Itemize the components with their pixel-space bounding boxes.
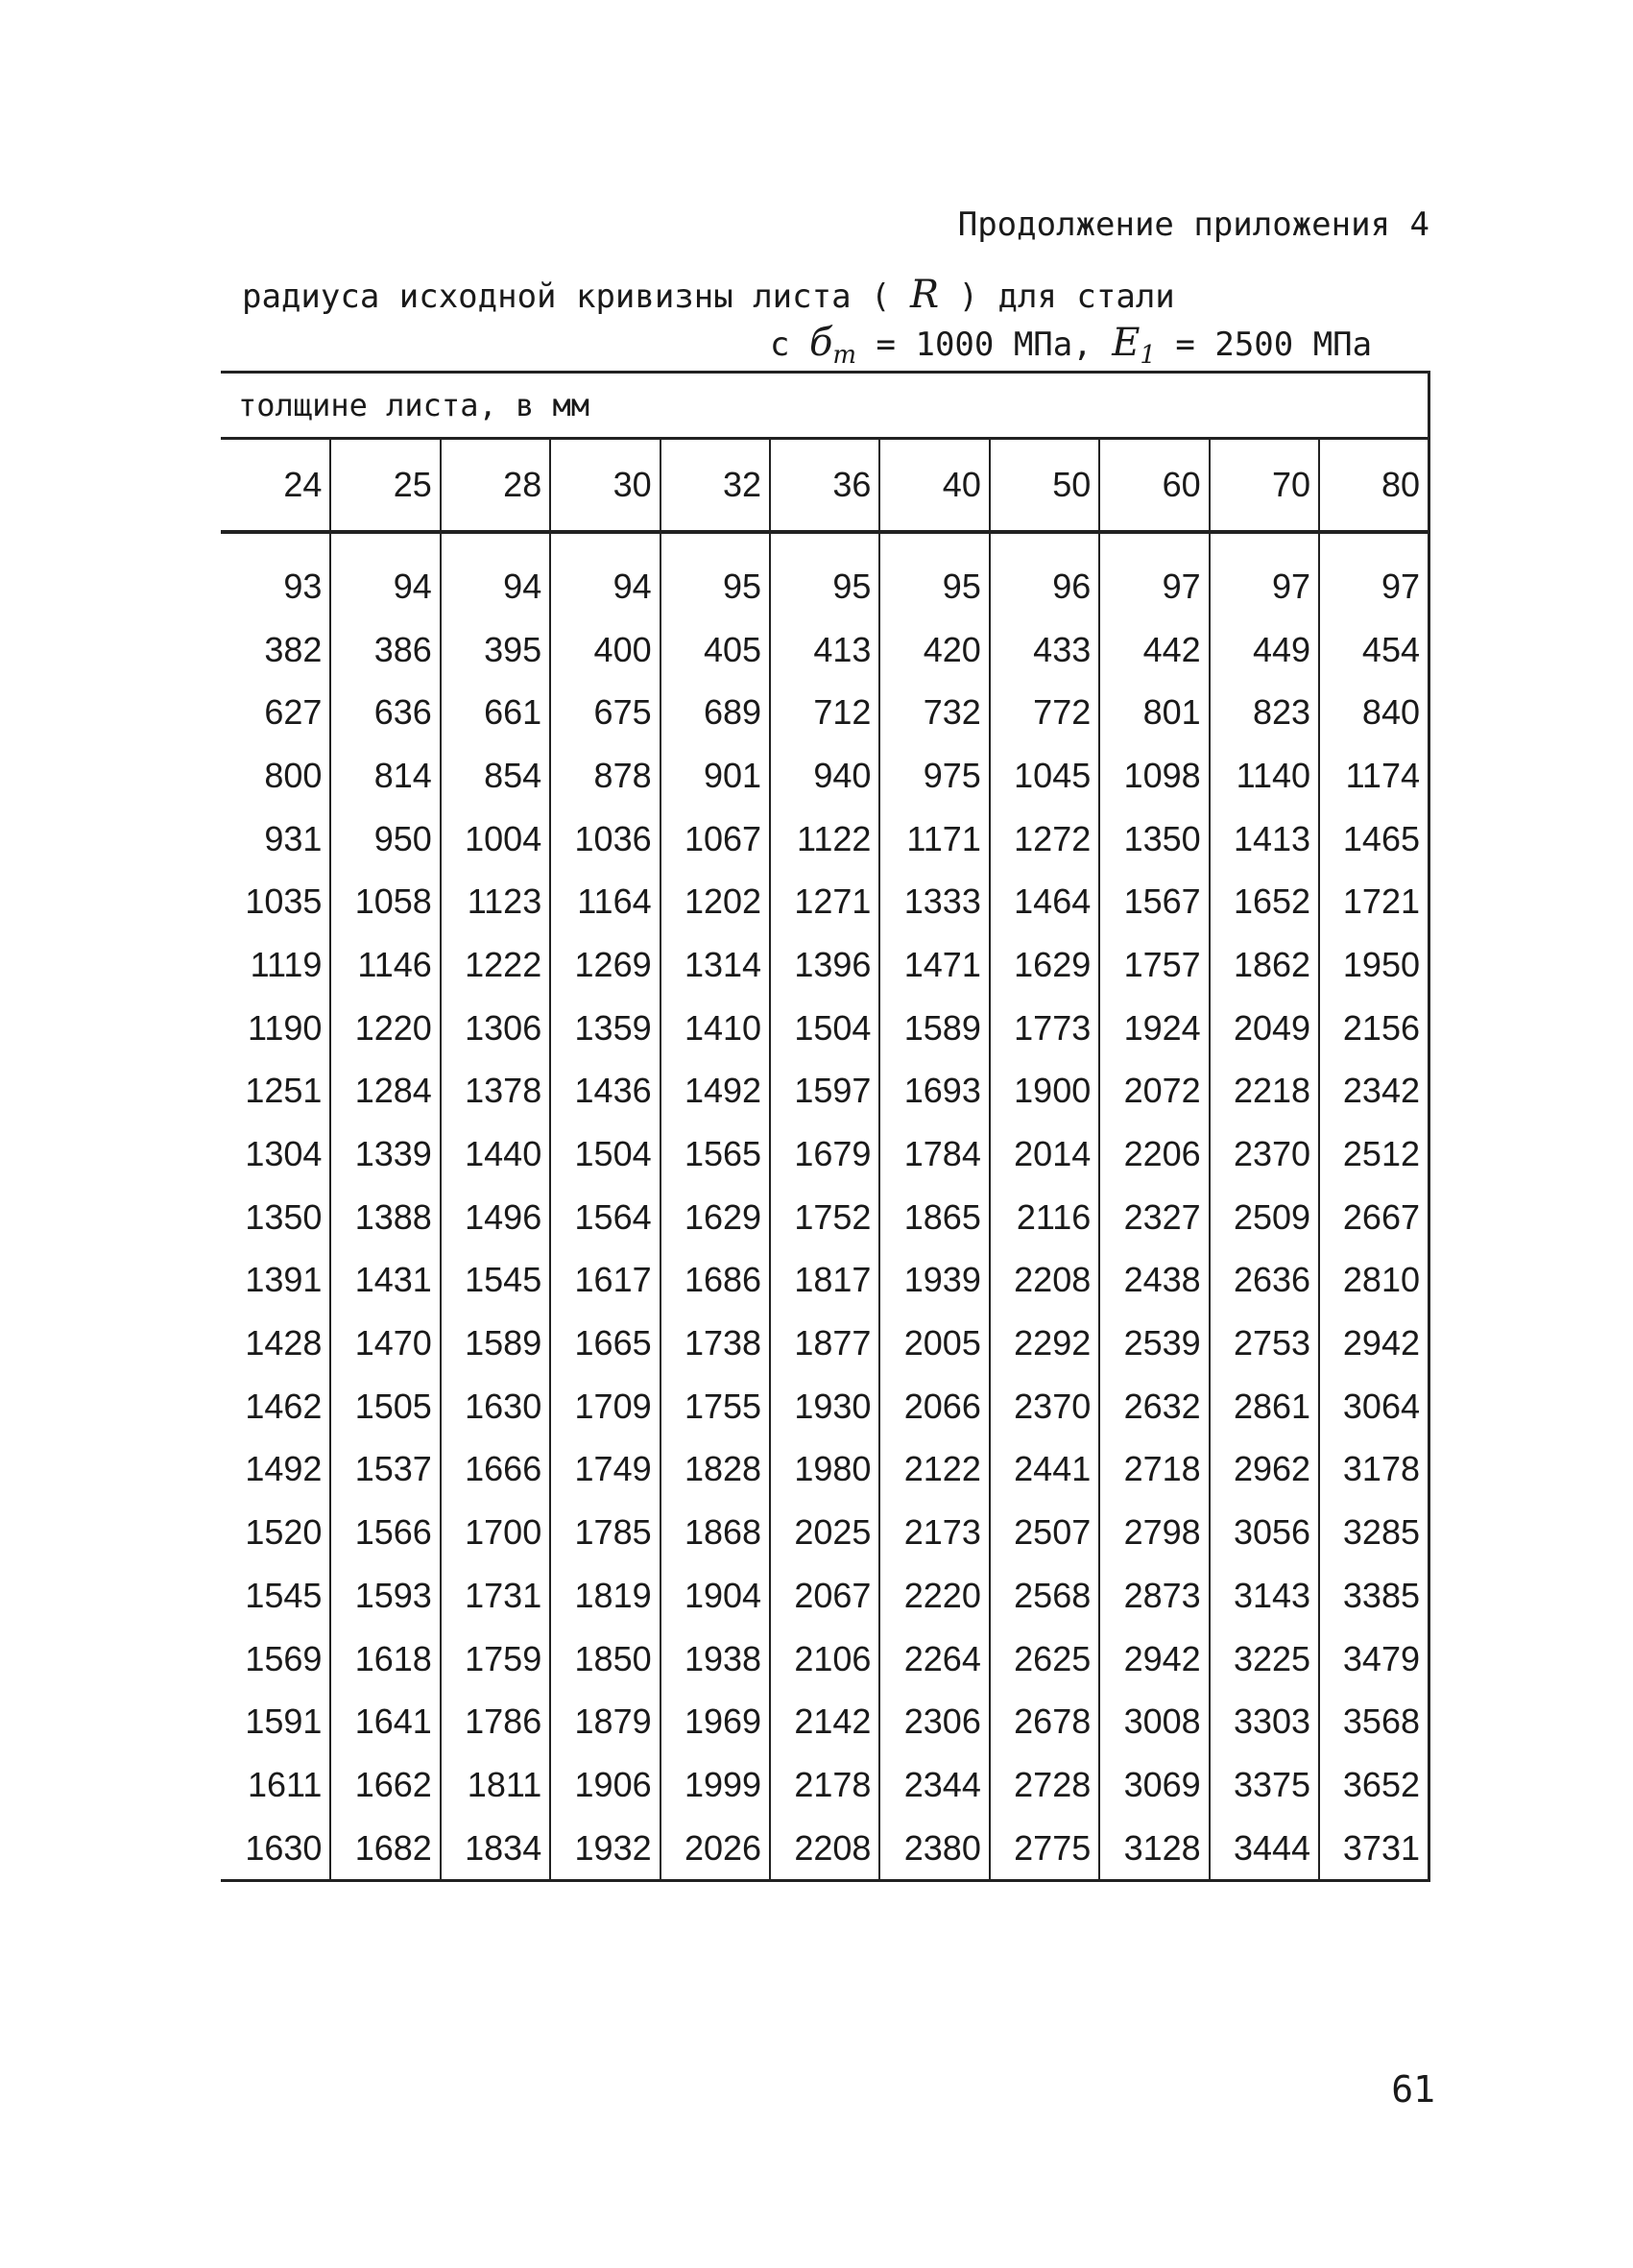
table-cell: 1980 <box>770 1438 879 1502</box>
table-cell: 2438 <box>1099 1249 1209 1313</box>
table-cell: 1396 <box>770 933 879 997</box>
table-cell: 2066 <box>879 1375 989 1438</box>
table-row <box>221 1438 1429 1502</box>
table-cell: 95 <box>770 555 879 618</box>
table-cell: 1597 <box>770 1060 879 1123</box>
table-row <box>221 1375 1429 1438</box>
table-cell: 395 <box>441 618 550 682</box>
spacer-cell <box>660 532 770 555</box>
table-cell: 97 <box>1099 555 1209 618</box>
table-cell: 1058 <box>330 870 440 933</box>
table-cell: 2116 <box>990 1186 1099 1249</box>
column-header: 32 <box>660 439 770 533</box>
table-cell: 2380 <box>879 1817 989 1881</box>
table-cell: 1686 <box>660 1249 770 1313</box>
table-cell: 1569 <box>221 1628 330 1691</box>
table-cell: 1591 <box>221 1690 330 1753</box>
table-cell: 878 <box>550 744 660 808</box>
table-cell: 3064 <box>1319 1375 1429 1438</box>
table-cell: 732 <box>879 681 989 744</box>
table-row <box>221 1186 1429 1249</box>
table-cell: 772 <box>990 681 1099 744</box>
spacer-cell <box>441 532 550 555</box>
table-cell: 1939 <box>879 1249 989 1313</box>
table-cell: 94 <box>550 555 660 618</box>
table-cell: 2775 <box>990 1817 1099 1881</box>
column-header: 30 <box>550 439 660 533</box>
caption2-prefix: с <box>770 326 790 364</box>
table-caption-line-2 <box>770 321 1372 370</box>
table-cell: 1930 <box>770 1375 879 1438</box>
table-cell: 636 <box>330 681 440 744</box>
table-row <box>221 1501 1429 1564</box>
table-cell: 2206 <box>1099 1122 1209 1186</box>
table-cell: 2327 <box>1099 1186 1209 1249</box>
table-cell: 2342 <box>1319 1060 1429 1123</box>
table-cell: 1641 <box>330 1690 440 1753</box>
table-cell: 1164 <box>550 870 660 933</box>
table-cell: 2636 <box>1210 1249 1319 1313</box>
table-cell: 3285 <box>1319 1501 1429 1564</box>
table-row <box>221 1817 1429 1881</box>
table-cell: 940 <box>770 744 879 808</box>
table-cell: 1682 <box>330 1817 440 1881</box>
table-cell: 1757 <box>1099 933 1209 997</box>
table-cell: 1950 <box>1319 933 1429 997</box>
table-cell: 2441 <box>990 1438 1099 1502</box>
table-cell: 3225 <box>1210 1628 1319 1691</box>
table-cell: 1470 <box>330 1312 440 1375</box>
table-cell: 449 <box>1210 618 1319 682</box>
table-cell: 2942 <box>1099 1628 1209 1691</box>
table-cell: 1492 <box>660 1060 770 1123</box>
column-header: 24 <box>221 439 330 533</box>
table-cell: 1709 <box>550 1375 660 1438</box>
table-cell: 2026 <box>660 1817 770 1881</box>
table-cell: 854 <box>441 744 550 808</box>
table-cell: 1140 <box>1210 744 1319 808</box>
column-header: 36 <box>770 439 879 533</box>
table-cell: 1906 <box>550 1753 660 1817</box>
table-cell: 1862 <box>1210 933 1319 997</box>
caption-prefix: радиуса исходной кривизны листа ( <box>242 277 891 316</box>
table-cell: 2264 <box>879 1628 989 1691</box>
column-header: 25 <box>330 439 440 533</box>
table-cell: 2539 <box>1099 1312 1209 1375</box>
table-cell: 93 <box>221 555 330 618</box>
table-cell: 814 <box>330 744 440 808</box>
table-cell: 1938 <box>660 1628 770 1691</box>
table-cell: 1004 <box>441 808 550 871</box>
table-cell: 405 <box>660 618 770 682</box>
table-cell: 1693 <box>879 1060 989 1123</box>
table-cell: 454 <box>1319 618 1429 682</box>
table-cell: 1222 <box>441 933 550 997</box>
table-cell: 801 <box>1099 681 1209 744</box>
table-cell: 1900 <box>990 1060 1099 1123</box>
table-cell: 2667 <box>1319 1186 1429 1249</box>
table-cell: 712 <box>770 681 879 744</box>
column-header: 70 <box>1210 439 1319 533</box>
table-cell: 1410 <box>660 997 770 1060</box>
table-cell: 1428 <box>221 1312 330 1375</box>
table-cell: 1850 <box>550 1628 660 1691</box>
table-cell: 1618 <box>330 1628 440 1691</box>
column-header: 50 <box>990 439 1099 533</box>
table-row <box>221 618 1429 682</box>
table-cell: 1593 <box>330 1564 440 1628</box>
table-cell: 1146 <box>330 933 440 997</box>
table-cell: 1589 <box>879 997 989 1060</box>
table-row <box>221 555 1429 618</box>
table-cell: 1999 <box>660 1753 770 1817</box>
table-cell: 3652 <box>1319 1753 1429 1817</box>
table-cell: 1350 <box>1099 808 1209 871</box>
table-cell: 386 <box>330 618 440 682</box>
table-cell: 1462 <box>221 1375 330 1438</box>
table-cell: 1067 <box>660 808 770 871</box>
table-cell: 95 <box>660 555 770 618</box>
table-cell: 3479 <box>1319 1628 1429 1691</box>
table-cell: 1700 <box>441 1501 550 1564</box>
table-cell: 2025 <box>770 1501 879 1564</box>
table-cell: 1378 <box>441 1060 550 1123</box>
table-cell: 1652 <box>1210 870 1319 933</box>
table-cell: 1924 <box>1099 997 1209 1060</box>
table-cell: 2507 <box>990 1501 1099 1564</box>
table-cell: 800 <box>221 744 330 808</box>
table-cell: 2718 <box>1099 1438 1209 1502</box>
table-cell: 1271 <box>770 870 879 933</box>
table-cell: 1123 <box>441 870 550 933</box>
table-cell: 1828 <box>660 1438 770 1502</box>
table-cell: 3178 <box>1319 1438 1429 1502</box>
table-caption-line-1 <box>242 273 1175 317</box>
table-cell: 1564 <box>550 1186 660 1249</box>
table-row <box>221 1060 1429 1123</box>
table-cell: 2178 <box>770 1753 879 1817</box>
header-spacer-row <box>221 532 1429 555</box>
table-cell: 1119 <box>221 933 330 997</box>
table-cell: 2208 <box>770 1817 879 1881</box>
table-cell: 95 <box>879 555 989 618</box>
table-cell: 2625 <box>990 1628 1099 1691</box>
table-cell: 1359 <box>550 997 660 1060</box>
table-cell: 1504 <box>770 997 879 1060</box>
table-cell: 1879 <box>550 1690 660 1753</box>
table-row <box>221 681 1429 744</box>
table-cell: 1035 <box>221 870 330 933</box>
table-row <box>221 933 1429 997</box>
table-cell: 3303 <box>1210 1690 1319 1753</box>
table-cell: 94 <box>441 555 550 618</box>
table-cell: 661 <box>441 681 550 744</box>
table-cell: 1749 <box>550 1438 660 1502</box>
table-cell: 1272 <box>990 808 1099 871</box>
table-cell: 1284 <box>330 1060 440 1123</box>
table-cell: 2173 <box>879 1501 989 1564</box>
radius-symbol: R <box>910 273 940 317</box>
table-cell: 1738 <box>660 1312 770 1375</box>
table-cell: 1629 <box>990 933 1099 997</box>
column-header: 80 <box>1319 439 1429 533</box>
table-cell: 1566 <box>330 1501 440 1564</box>
table-cell: 1785 <box>550 1501 660 1564</box>
table-cell: 1431 <box>330 1249 440 1313</box>
table-cell: 1932 <box>550 1817 660 1881</box>
table-cell: 96 <box>990 555 1099 618</box>
table-row <box>221 997 1429 1060</box>
table-cell: 627 <box>221 681 330 744</box>
table-cell: 1269 <box>550 933 660 997</box>
table-cell: 2370 <box>990 1375 1099 1438</box>
table-cell: 433 <box>990 618 1099 682</box>
table-cell: 2512 <box>1319 1122 1429 1186</box>
table-cell: 1773 <box>990 997 1099 1060</box>
table-cell: 1505 <box>330 1375 440 1438</box>
table-cell: 3008 <box>1099 1690 1209 1753</box>
table-cell: 1413 <box>1210 808 1319 871</box>
table-cell: 1202 <box>660 870 770 933</box>
table-cell: 1784 <box>879 1122 989 1186</box>
table-cell: 3056 <box>1210 1501 1319 1564</box>
table-cell: 2208 <box>990 1249 1099 1313</box>
table-cell: 840 <box>1319 681 1429 744</box>
column-header: 60 <box>1099 439 1209 533</box>
table-cell: 1865 <box>879 1186 989 1249</box>
spacer-cell <box>221 532 330 555</box>
table-cell: 2873 <box>1099 1564 1209 1628</box>
e-subscript: 1 <box>1140 340 1156 370</box>
table-cell: 901 <box>660 744 770 808</box>
table-cell: 2306 <box>879 1690 989 1753</box>
table-cell: 1877 <box>770 1312 879 1375</box>
table-cell: 1629 <box>660 1186 770 1249</box>
table-cell: 1904 <box>660 1564 770 1628</box>
table-cell: 1786 <box>441 1690 550 1753</box>
table-cell: 2861 <box>1210 1375 1319 1438</box>
table-cell: 1630 <box>221 1817 330 1881</box>
table-cell: 1545 <box>221 1564 330 1628</box>
table-cell: 1492 <box>221 1438 330 1502</box>
table-cell: 1731 <box>441 1564 550 1628</box>
table-cell: 1811 <box>441 1753 550 1817</box>
table-cell: 3568 <box>1319 1690 1429 1753</box>
table-cell: 442 <box>1099 618 1209 682</box>
table-row <box>221 1628 1429 1691</box>
table-cell: 2220 <box>879 1564 989 1628</box>
spacer-cell <box>1099 532 1209 555</box>
table-cell: 1333 <box>879 870 989 933</box>
table-cell: 1834 <box>441 1817 550 1881</box>
spacer-cell <box>770 532 879 555</box>
table-cell: 2072 <box>1099 1060 1209 1123</box>
table-cell: 1098 <box>1099 744 1209 808</box>
table-cell: 3444 <box>1210 1817 1319 1881</box>
spacer-cell <box>330 532 440 555</box>
table-cell: 1036 <box>550 808 660 871</box>
sigma-symbol: б <box>808 321 833 365</box>
table-row <box>221 1312 1429 1375</box>
table-cell: 1436 <box>550 1060 660 1123</box>
caption-suffix: ) для стали <box>958 277 1175 316</box>
table-cell: 97 <box>1210 555 1319 618</box>
table-cell: 1190 <box>221 997 330 1060</box>
table-cell: 3128 <box>1099 1817 1209 1881</box>
table-cell: 1721 <box>1319 870 1429 933</box>
table-cell: 1045 <box>990 744 1099 808</box>
table-cell: 2218 <box>1210 1060 1319 1123</box>
table-cell: 3069 <box>1099 1753 1209 1817</box>
table-row <box>221 744 1429 808</box>
table-cell: 1440 <box>441 1122 550 1186</box>
table-cell: 2292 <box>990 1312 1099 1375</box>
table-cell: 1304 <box>221 1122 330 1186</box>
table-cell: 1755 <box>660 1375 770 1438</box>
table-cell: 413 <box>770 618 879 682</box>
table-row <box>221 1753 1429 1817</box>
table-cell: 2344 <box>879 1753 989 1817</box>
table-cell: 400 <box>550 618 660 682</box>
table-cell: 1496 <box>441 1186 550 1249</box>
table-cell: 2049 <box>1210 997 1319 1060</box>
table-cell: 2678 <box>990 1690 1099 1753</box>
table-row <box>221 1564 1429 1628</box>
table-cell: 1220 <box>330 997 440 1060</box>
table-cell: 2962 <box>1210 1438 1319 1502</box>
table-cell: 2632 <box>1099 1375 1209 1438</box>
table-cell: 1545 <box>441 1249 550 1313</box>
table-cell: 97 <box>1319 555 1429 618</box>
spacer-cell <box>550 532 660 555</box>
table-row <box>221 1249 1429 1313</box>
table-cell: 1464 <box>990 870 1099 933</box>
table-cell: 1174 <box>1319 744 1429 808</box>
column-header-row <box>221 439 1429 533</box>
table-cell: 2370 <box>1210 1122 1319 1186</box>
table-cell: 2014 <box>990 1122 1099 1186</box>
table-row <box>221 1122 1429 1186</box>
sigma-value: = 1000 МПа, <box>876 326 1093 364</box>
table-cell: 1251 <box>221 1060 330 1123</box>
table-cell: 1306 <box>441 997 550 1060</box>
thickness-span-header: толщине листа, в мм <box>221 373 1429 439</box>
table-cell: 1314 <box>660 933 770 997</box>
table-cell: 2156 <box>1319 997 1429 1060</box>
table-cell: 1679 <box>770 1122 879 1186</box>
table-cell: 675 <box>550 681 660 744</box>
curvature-table <box>221 371 1430 1882</box>
page-number: 61 <box>1391 2068 1435 2111</box>
table-cell: 1471 <box>879 933 989 997</box>
table-cell: 2142 <box>770 1690 879 1753</box>
table-cell: 2067 <box>770 1564 879 1628</box>
table-cell: 420 <box>879 618 989 682</box>
sigma-subscript: т <box>832 340 857 370</box>
table-cell: 2568 <box>990 1564 1099 1628</box>
table-cell: 1567 <box>1099 870 1209 933</box>
table-row <box>221 808 1429 871</box>
spacer-cell <box>879 532 989 555</box>
table-cell: 2509 <box>1210 1186 1319 1249</box>
table-cell: 2728 <box>990 1753 1099 1817</box>
table-cell: 950 <box>330 808 440 871</box>
table-cell: 382 <box>221 618 330 682</box>
table-cell: 1868 <box>660 1501 770 1564</box>
table-cell: 1665 <box>550 1312 660 1375</box>
table-cell: 2810 <box>1319 1249 1429 1313</box>
table-cell: 3731 <box>1319 1817 1429 1881</box>
table-cell: 975 <box>879 744 989 808</box>
table-cell: 1666 <box>441 1438 550 1502</box>
spacer-cell <box>990 532 1099 555</box>
table-cell: 2942 <box>1319 1312 1429 1375</box>
table-cell: 1171 <box>879 808 989 871</box>
table-cell: 1630 <box>441 1375 550 1438</box>
table-cell: 2753 <box>1210 1312 1319 1375</box>
table-cell: 1589 <box>441 1312 550 1375</box>
table-cell: 94 <box>330 555 440 618</box>
table-cell: 689 <box>660 681 770 744</box>
table-cell: 1537 <box>330 1438 440 1502</box>
e-value: = 2500 МПа <box>1175 326 1373 364</box>
table-cell: 1465 <box>1319 808 1429 871</box>
table-cell: 2122 <box>879 1438 989 1502</box>
table-cell: 931 <box>221 808 330 871</box>
table-cell: 2106 <box>770 1628 879 1691</box>
table-cell: 1969 <box>660 1690 770 1753</box>
table-cell: 1752 <box>770 1186 879 1249</box>
table-cell: 1339 <box>330 1122 440 1186</box>
table-cell: 2005 <box>879 1312 989 1375</box>
column-header: 40 <box>879 439 989 533</box>
table-cell: 1565 <box>660 1122 770 1186</box>
table-cell: 3375 <box>1210 1753 1319 1817</box>
spacer-cell <box>1210 532 1319 555</box>
table-row <box>221 1690 1429 1753</box>
table-cell: 1520 <box>221 1501 330 1564</box>
table-cell: 1817 <box>770 1249 879 1313</box>
table-cell: 3385 <box>1319 1564 1429 1628</box>
table-row <box>221 870 1429 933</box>
e-symbol: Е <box>1112 321 1141 365</box>
column-header: 28 <box>441 439 550 533</box>
table-body <box>221 555 1429 1881</box>
table-cell: 1611 <box>221 1753 330 1817</box>
table-cell: 1759 <box>441 1628 550 1691</box>
table-cell: 1662 <box>330 1753 440 1817</box>
table-cell: 1350 <box>221 1186 330 1249</box>
table-cell: 823 <box>1210 681 1319 744</box>
continuation-heading: Продолжение приложения 4 <box>957 205 1429 244</box>
table-cell: 1388 <box>330 1186 440 1249</box>
table-cell: 1122 <box>770 808 879 871</box>
table-cell: 1617 <box>550 1249 660 1313</box>
table-cell: 1819 <box>550 1564 660 1628</box>
table-cell: 3143 <box>1210 1564 1319 1628</box>
table-cell: 1504 <box>550 1122 660 1186</box>
table-cell: 2798 <box>1099 1501 1209 1564</box>
spacer-cell <box>1319 532 1429 555</box>
table-cell: 1391 <box>221 1249 330 1313</box>
